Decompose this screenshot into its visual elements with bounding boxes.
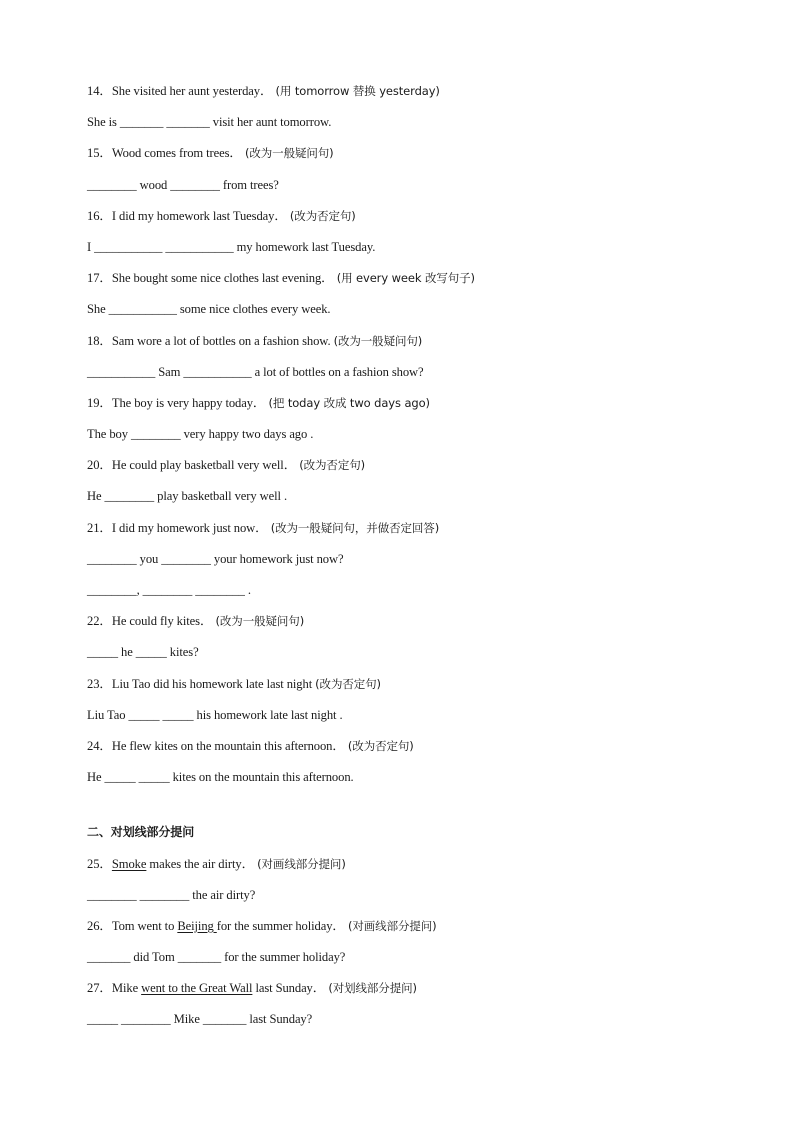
instruction-note: (改为否定句) bbox=[299, 458, 366, 473]
exercise-line bbox=[87, 548, 727, 579]
exercise-line bbox=[87, 884, 727, 915]
exercise-line bbox=[87, 485, 727, 516]
instruction-note: (改为一般疑问句，并做否定回答) bbox=[270, 520, 440, 535]
exercise-line bbox=[87, 174, 727, 205]
text-segment: 18．Sam wore a lot of bottles on a fashion show. bbox=[87, 333, 334, 348]
text-segment: He _____ _____ kites on the mountain this afternoon. bbox=[87, 770, 354, 785]
text-segment: _____ he _____ kites? bbox=[87, 645, 199, 660]
text-segment: 25． bbox=[87, 856, 112, 871]
text-segment: I ___________ ___________ my homework last Tuesday. bbox=[87, 239, 376, 254]
worksheet bbox=[87, 80, 727, 1040]
exercise-line bbox=[87, 579, 727, 610]
exercise-line bbox=[87, 766, 727, 797]
instruction-note: (改为否定句) bbox=[289, 208, 356, 223]
text-segment: He ________ play basketball very well . bbox=[87, 489, 287, 504]
instruction-note: (用 every week 改写句子) bbox=[336, 271, 475, 286]
text-segment: Liu Tao _____ _____ his homework late last night . bbox=[87, 707, 343, 722]
text-segment: ________ you ________ your homework just now? bbox=[87, 551, 344, 566]
instruction-note: (改为一般疑问句) bbox=[215, 614, 305, 629]
text-segment: 14．She visited her aunt yesterday． bbox=[87, 84, 276, 98]
instruction-note: (改为否定句) bbox=[315, 676, 381, 691]
instruction-note: (对画线部分提问) bbox=[257, 856, 346, 871]
exercise-line bbox=[87, 673, 727, 704]
exercise-line bbox=[87, 641, 727, 672]
text-segment: She ___________ some nice clothes every week. bbox=[87, 302, 331, 317]
text-segment: 二、对划线部分提问 bbox=[87, 825, 195, 840]
text-segment: 17．She bought some nice clothes last evening． bbox=[87, 271, 337, 286]
exercise-line bbox=[87, 330, 727, 361]
text-segment: 19．The boy is very happy today． bbox=[87, 395, 269, 410]
text-segment: last Sunday． bbox=[252, 981, 329, 996]
text-segment: She is _______ _______ visit her aunt tomorrow. bbox=[87, 115, 332, 130]
text-segment: 21．I did my homework just now． bbox=[87, 520, 271, 535]
exercise-line bbox=[87, 423, 727, 454]
text-segment: 16．I did my homework last Tuesday． bbox=[87, 208, 290, 223]
exercise-line bbox=[87, 80, 727, 111]
text-segment: 23．Liu Tao did his homework late last night bbox=[87, 676, 316, 691]
text-segment: _____ ________ Mike _______ last Sunday? bbox=[87, 1012, 313, 1027]
underlined-text: Beijing bbox=[177, 918, 217, 933]
exercise-line bbox=[87, 610, 727, 641]
exercise-line bbox=[87, 977, 727, 1008]
exercise-line bbox=[87, 735, 727, 766]
underlined-text: Smoke bbox=[111, 856, 147, 871]
exercise-line bbox=[87, 205, 727, 236]
section-heading bbox=[87, 821, 727, 852]
text-segment: makes the air dirty． bbox=[146, 856, 258, 871]
exercise-line bbox=[87, 111, 727, 142]
text-segment: _______ did Tom _______ for the summer holiday? bbox=[87, 950, 346, 965]
instruction-note: (对划线部分提问) bbox=[328, 981, 417, 996]
text-segment: 26．Tom went to bbox=[87, 918, 178, 933]
text-segment: for the summer holiday． bbox=[216, 918, 348, 933]
exercise-line bbox=[87, 517, 727, 548]
instruction-note: (用 tomorrow 替换 yesterday) bbox=[275, 84, 440, 98]
text-segment: The boy ________ very happy two days ago . bbox=[87, 427, 314, 442]
instruction-note: (改为一般疑问句) bbox=[333, 333, 423, 348]
instruction-note: (对画线部分提问) bbox=[347, 918, 437, 933]
text-segment: 22．He could fly kites． bbox=[87, 614, 216, 629]
instruction-note: (把 today 改成 two days ago) bbox=[268, 395, 430, 410]
exercise-line bbox=[87, 142, 727, 173]
exercise-line bbox=[87, 454, 727, 485]
text-segment: ________ ________ the air dirty? bbox=[87, 887, 256, 902]
text-segment: ________ wood ________ from trees? bbox=[87, 177, 279, 192]
instruction-note: (改为否定句) bbox=[347, 738, 414, 753]
text-segment: ________, ________ ________ . bbox=[87, 583, 251, 597]
underlined-text: went to the Great Wall bbox=[141, 981, 253, 996]
exercise-line bbox=[87, 1008, 727, 1039]
exercise-line bbox=[87, 361, 727, 392]
text-segment: 15．Wood comes from trees． bbox=[87, 146, 245, 161]
exercise-line bbox=[87, 298, 727, 329]
text-segment: ___________ Sam ___________ a lot of bottles on a fashion show? bbox=[87, 364, 424, 379]
instruction-note: (改为一般疑问句) bbox=[244, 146, 334, 161]
text-segment: 20．He could play basketball very well． bbox=[87, 458, 300, 473]
exercise-line bbox=[87, 267, 727, 298]
exercise-line bbox=[87, 853, 727, 884]
exercise-line bbox=[87, 392, 727, 423]
exercise-line bbox=[87, 915, 727, 946]
text-segment: 27．Mike bbox=[87, 981, 142, 996]
exercise-line bbox=[87, 704, 727, 735]
exercise-line bbox=[87, 236, 727, 267]
text-segment: 24．He flew kites on the mountain this afternoon． bbox=[87, 738, 348, 753]
exercise-line bbox=[87, 946, 727, 977]
